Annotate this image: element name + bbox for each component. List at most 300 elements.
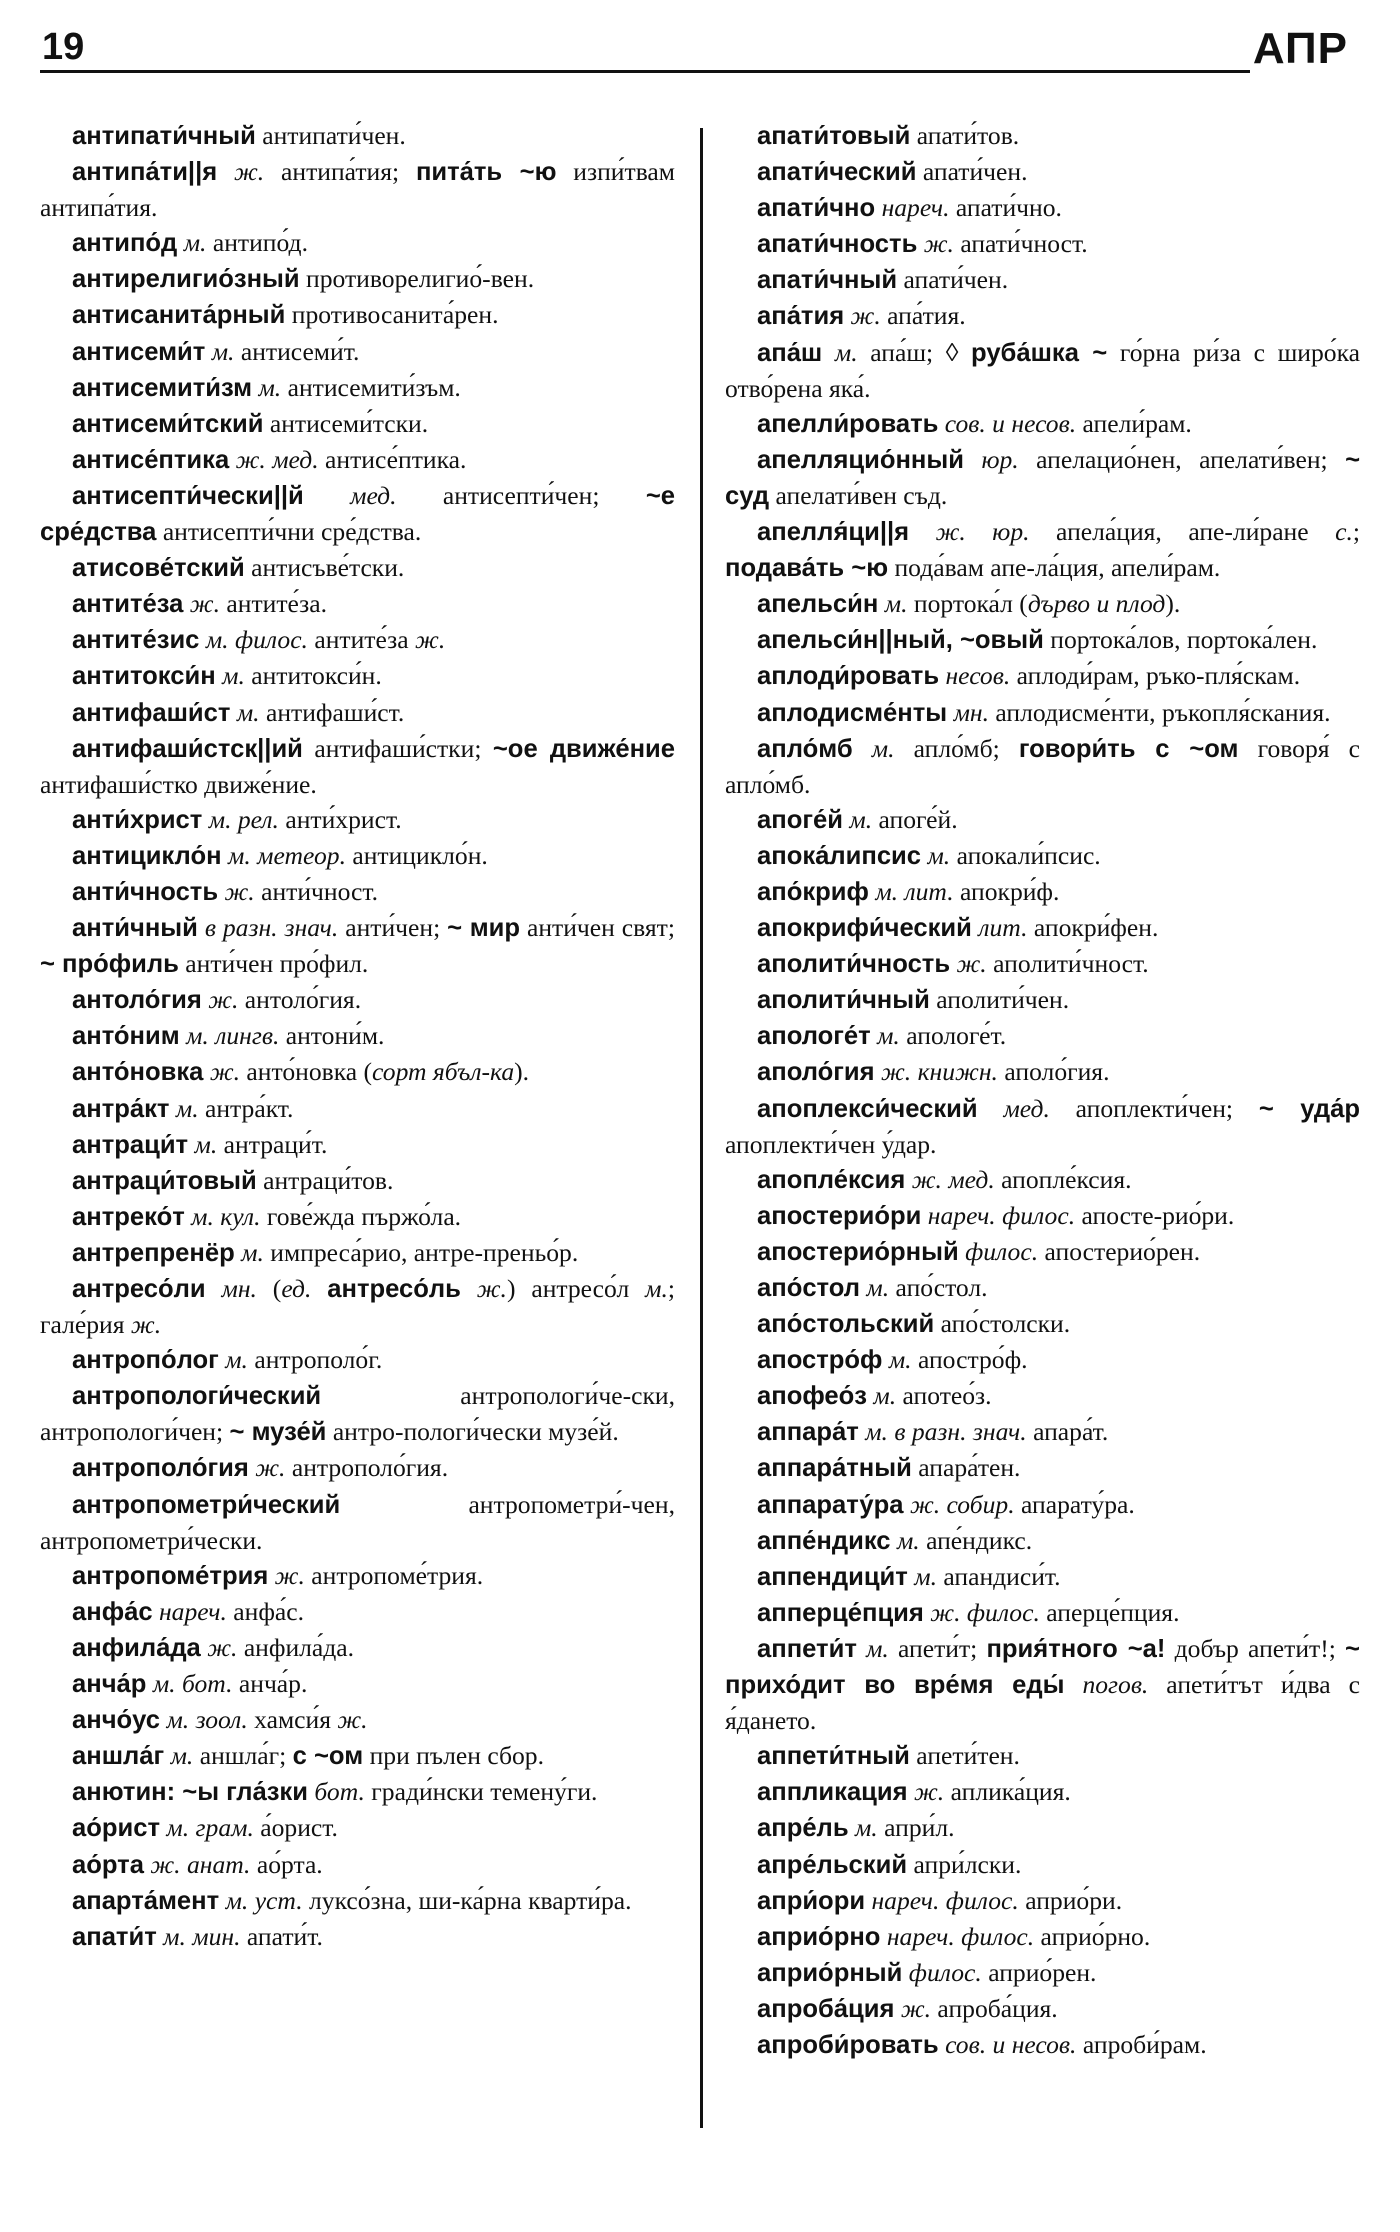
- dictionary-entry: [725, 1883, 1360, 1919]
- entry-headword: апроби́ровать: [757, 2030, 939, 2059]
- entry-text: апелацио́нен, апелати́вен;: [1018, 444, 1346, 474]
- dictionary-entry: [40, 1810, 675, 1846]
- dictionary-entry: [40, 261, 675, 297]
- dictionary-entry: [725, 1270, 1360, 1306]
- entry-label: ж. книжн.: [880, 1057, 998, 1087]
- entry-headword: антисе́птика: [72, 445, 230, 474]
- entry-text: импреса́рио, антре-преньо́р.: [263, 1237, 579, 1267]
- entry-label: м.: [236, 697, 260, 727]
- dictionary-entry: [725, 1595, 1360, 1631]
- entry-label: филос.: [965, 1236, 1039, 1266]
- entry-label: м.: [225, 1345, 248, 1375]
- entry-text: апри́л.: [877, 1813, 955, 1843]
- entry-label: ж. анат.: [150, 1849, 251, 1879]
- dictionary-entry: [40, 731, 675, 802]
- dictionary-entry: [725, 1414, 1360, 1450]
- entry-label: ж.: [923, 229, 954, 259]
- dictionary-entry: [725, 154, 1360, 190]
- entry-label: ед.: [281, 1274, 312, 1303]
- dictionary-entry: [725, 874, 1360, 910]
- column-divider: [700, 128, 703, 2128]
- entry-label: мн.: [953, 697, 989, 727]
- dictionary-entry: [40, 1702, 675, 1738]
- entry-headword: антипати́чный: [72, 122, 256, 150]
- entry-headword: аншла́г: [72, 1742, 165, 1771]
- dictionary-entry: [40, 622, 675, 658]
- entry-text: [1064, 1670, 1082, 1699]
- entry-headword: антифаши́ст: [72, 698, 231, 727]
- entry-text: антро-пологи́чески музе́й.: [326, 1417, 619, 1447]
- entry-headword: апостерио́рный: [757, 1237, 959, 1266]
- dictionary-entry: [40, 1450, 675, 1486]
- dictionary-entry: [40, 658, 675, 694]
- entry-headword: ~е сре́дства: [40, 481, 675, 547]
- entry-text: апроби́рам.: [1076, 2029, 1207, 2059]
- entry-headword: антите́за: [72, 590, 184, 619]
- entry-headword: аполити́чность: [757, 950, 951, 979]
- entry-headword: апостро́ф: [757, 1346, 883, 1375]
- dictionary-entry: [40, 586, 675, 622]
- entry-headword: апельси́н: [757, 590, 879, 619]
- entry-label: м. метеор.: [227, 840, 346, 870]
- entry-text: апа́ш; ◊: [857, 337, 972, 367]
- entry-headword: аппе́ндикс: [757, 1526, 891, 1555]
- dictionary-entry: [725, 514, 1360, 586]
- entry-text: апоплекти́чен;: [1049, 1093, 1259, 1123]
- dictionary-entry: [40, 225, 675, 261]
- dictionary-entry: [725, 1631, 1360, 1738]
- entry-label: м.: [645, 1274, 668, 1303]
- dictionary-entry: [725, 1018, 1360, 1054]
- entry-label: м.: [927, 840, 951, 870]
- entry-label: дърво и плод: [1027, 589, 1166, 619]
- entry-label: м. в разн. знач.: [865, 1417, 1027, 1447]
- entry-text: анфа́с.: [226, 1596, 305, 1626]
- entry-headword: апока́липсис: [757, 841, 922, 870]
- entry-label: ж.: [914, 1777, 945, 1807]
- entry-text: апо́стол.: [889, 1273, 988, 1302]
- dictionary-entry: [725, 335, 1360, 406]
- entry-headword: апри́ори: [757, 1886, 866, 1915]
- entry-text: говоря́ с апло́мб.: [725, 733, 1360, 799]
- entry-text: антифаши́стко движе́ние.: [40, 769, 317, 799]
- entry-text: апати́чно.: [949, 193, 1062, 223]
- dictionary-entry: [40, 550, 675, 586]
- entry-headword: антите́зис: [72, 626, 200, 655]
- entry-headword: аппара́тный: [757, 1454, 912, 1483]
- entry-label: филос.: [908, 1957, 982, 1987]
- entry-headword: апати́чный: [757, 266, 898, 295]
- entry-label: м. бот.: [152, 1669, 233, 1699]
- dictionary-entry: [725, 118, 1360, 154]
- dictionary-entry: [725, 262, 1360, 298]
- entry-headword: ~ прихо́дит во вре́мя еды́: [725, 1634, 1360, 1700]
- entry-label: м.: [175, 1093, 199, 1123]
- dictionary-entry: [40, 118, 675, 154]
- entry-text: апроба́ция.: [931, 1993, 1058, 2023]
- entry-text: портока́лов, портока́лен.: [1043, 625, 1318, 655]
- entry-text: анча́р.: [232, 1669, 308, 1699]
- dictionary-entry: [725, 982, 1360, 1018]
- entry-text: антипа́тия;: [264, 157, 416, 187]
- entry-text: [217, 157, 234, 186]
- entry-headword: апостерио́ри: [757, 1201, 922, 1230]
- entry-headword: антипо́д: [72, 229, 178, 258]
- dictionary-entry: [40, 1054, 675, 1090]
- entry-headword: апарта́мент: [72, 1886, 220, 1915]
- entry-headword: апофео́з: [757, 1382, 867, 1411]
- dictionary-entry: [40, 154, 675, 225]
- entry-label: ж.: [255, 1453, 286, 1483]
- entry-label: м.: [866, 1633, 889, 1663]
- entry-text: а́орист.: [253, 1813, 338, 1843]
- entry-text: [857, 1634, 866, 1663]
- entry-headword: апа́тия: [757, 302, 845, 331]
- entry-headword: аппети́т: [757, 1634, 857, 1663]
- dictionary-entry: [40, 1091, 675, 1127]
- dictionary-entry: [725, 1342, 1360, 1378]
- entry-text: апати́т.: [240, 1921, 323, 1951]
- entry-label: м.: [170, 1741, 194, 1771]
- entry-headword: антифаши́стск||ий: [72, 734, 303, 763]
- entry-label: м.: [871, 733, 895, 763]
- entry-text: аперце́пция.: [1039, 1597, 1180, 1627]
- dictionary-entry: [725, 1919, 1360, 1955]
- entry-text: апелати́вен съд.: [769, 480, 948, 510]
- dictionary-entry: [40, 1127, 675, 1163]
- dictionary-entry: [40, 1847, 675, 1883]
- entry-text: апара́т.: [1026, 1417, 1109, 1447]
- dictionary-entry: [40, 1919, 675, 1955]
- dictionary-entry: [725, 1306, 1360, 1342]
- entry-headword: говори́ть с ~ом: [1018, 734, 1239, 763]
- entry-label: мн.: [221, 1274, 257, 1303]
- dictionary-entry: [40, 695, 675, 731]
- entry-headword: апокрифи́ческий: [757, 914, 972, 943]
- dictionary-entry: [40, 1487, 675, 1558]
- entry-text: ).: [514, 1057, 530, 1087]
- entry-text: апло́мб;: [894, 733, 1019, 763]
- entry-text: анти́чност.: [254, 876, 379, 906]
- entry-label: ж.: [209, 1057, 241, 1087]
- entry-text: антрополо́гия.: [285, 1453, 449, 1483]
- entry-headword: апо́стол: [757, 1274, 861, 1302]
- entry-label: ж.: [476, 1274, 507, 1303]
- entry-headword: аппара́т: [757, 1418, 859, 1447]
- entry-text: антисеми́тски.: [263, 408, 429, 438]
- entry-text: аплодисме́нти, ръкопля́скания.: [989, 697, 1331, 727]
- dictionary-entry: [40, 442, 675, 478]
- dictionary-entry: [725, 1523, 1360, 1559]
- entry-text: портока́л (: [907, 589, 1028, 619]
- entry-text: апарату́ра.: [1014, 1489, 1135, 1519]
- page-number: 19: [42, 26, 85, 68]
- entry-headword: антисепти́чески||й: [72, 481, 304, 510]
- entry-headword: антипа́ти||я: [72, 158, 218, 187]
- entry-headword: апроба́ция: [757, 1994, 895, 2023]
- entry-headword: апоплекси́ческий: [757, 1094, 978, 1123]
- entry-headword: антитокси́н: [72, 662, 216, 691]
- entry-headword: апологе́т: [757, 1022, 871, 1051]
- entry-label: мед.: [1003, 1093, 1050, 1123]
- entry-text: апара́тен.: [911, 1453, 1021, 1483]
- entry-text: антра́кт.: [198, 1093, 294, 1123]
- entry-label: ж.: [337, 1705, 368, 1735]
- dictionary-entry: [40, 1163, 675, 1199]
- entry-text: апандиси́т.: [936, 1561, 1061, 1591]
- entry-text: [822, 338, 835, 367]
- entry-headword: анти́христ: [72, 805, 203, 834]
- dictionary-entry: [725, 1559, 1360, 1595]
- entry-text: [909, 517, 936, 546]
- entry-headword: антресо́ли: [72, 1275, 206, 1303]
- entry-headword: антоло́гия: [72, 986, 202, 1015]
- entry-text: [853, 734, 872, 763]
- entry-text: [206, 1274, 222, 1303]
- entry-text: аншла́г;: [193, 1741, 293, 1771]
- entry-label: м. зоол.: [166, 1705, 248, 1735]
- entry-headword: апа́ш: [757, 338, 823, 367]
- entry-headword: анти́чный: [72, 914, 198, 943]
- entry-text: апопле́ксия.: [994, 1164, 1132, 1194]
- entry-text: антраци́тов.: [256, 1165, 394, 1195]
- dictionary-entry: [725, 1487, 1360, 1523]
- entry-label: м. уст.: [225, 1885, 303, 1915]
- entry-label: м.: [222, 661, 245, 691]
- entry-text: пода́вам апе-ла́ция, апели́рам.: [888, 553, 1221, 583]
- dictionary-entry: [725, 586, 1360, 622]
- entry-label: несов.: [945, 661, 1011, 691]
- entry-headword: аполо́гия: [757, 1058, 875, 1087]
- entry-headword: аппарату́ра: [757, 1490, 904, 1519]
- dictionary-entry: [725, 1991, 1360, 2027]
- entry-text: анти́чен свят;: [520, 913, 675, 943]
- entry-label: нареч.: [158, 1596, 227, 1626]
- entry-headword: анто́новка: [72, 1058, 204, 1087]
- entry-text: ) антресо́л: [506, 1274, 646, 1303]
- entry-text: гове́жда пържо́ла.: [260, 1201, 462, 1231]
- entry-label: м. лингв.: [186, 1021, 280, 1051]
- entry-headword: антропометри́ческий: [72, 1490, 341, 1519]
- entry-headword: апати́ческий: [757, 158, 917, 187]
- entry-text: апокали́псис.: [950, 840, 1101, 870]
- dictionary-entry: [40, 406, 675, 442]
- entry-label: ж. собир.: [909, 1489, 1015, 1519]
- entry-headword: антраци́т: [72, 1130, 189, 1159]
- entry-text: противорелигио́-вен.: [299, 264, 535, 294]
- entry-label: м.: [896, 1525, 920, 1555]
- dictionary-entry: [40, 1594, 675, 1630]
- entry-headword: апло́мб: [757, 734, 853, 763]
- dictionary-entry: [725, 695, 1360, 731]
- entry-text: апокри́ф.: [953, 876, 1060, 906]
- entry-label: юр.: [981, 444, 1019, 474]
- dictionary-entry: [40, 982, 675, 1018]
- entry-text: [964, 445, 981, 474]
- dictionary-entry: [725, 190, 1360, 226]
- entry-text: аплоди́рам, ръко-пля́скам.: [1010, 661, 1301, 691]
- entry-label: м.: [834, 337, 858, 367]
- entry-headword: анютин: ~ы гла́зки: [72, 1778, 308, 1807]
- entry-text: при пълен сбор.: [363, 1741, 545, 1771]
- entry-label: м.: [258, 372, 282, 402]
- dictionary-entry: [725, 2027, 1360, 2063]
- dictionary-entry: [40, 1630, 675, 1666]
- entry-label: ж.: [189, 589, 220, 619]
- entry-headword: антирелигио́зный: [72, 265, 300, 294]
- dictionary-entry: [725, 1738, 1360, 1774]
- entry-text: антисе́птика.: [318, 444, 467, 474]
- entry-headword: руба́шка ~: [971, 338, 1108, 367]
- entry-headword: анча́р: [72, 1670, 147, 1699]
- entry-headword: ~ мир: [447, 914, 521, 943]
- entry-headword: подава́ть ~ю: [725, 554, 889, 583]
- entry-text: антисепти́чни сре́дства.: [156, 517, 422, 547]
- entry-text: изпи́твам антипа́тия.: [40, 157, 675, 223]
- entry-label: ж. юр.: [935, 517, 1030, 547]
- entry-text: аполити́чност.: [986, 949, 1149, 979]
- entry-text: антоло́гия.: [238, 985, 362, 1015]
- dictionary-entry: [725, 442, 1360, 514]
- entry-text: апологе́т.: [899, 1021, 1007, 1051]
- entry-text: апоплекти́чен у́дар.: [725, 1129, 937, 1159]
- entry-label: ж. мед.: [235, 444, 319, 474]
- dictionary-entry: [725, 1955, 1360, 1991]
- entry-label: м.: [888, 1345, 912, 1375]
- entry-text: апостерио́рен.: [1038, 1236, 1201, 1266]
- dictionary-entry: [40, 838, 675, 874]
- entry-headword: анто́ним: [72, 1022, 180, 1051]
- entry-text: анти́чен;: [338, 913, 448, 943]
- entry-text: анто́новка (: [240, 1057, 373, 1087]
- entry-headword: ~ суд: [725, 445, 1361, 510]
- dictionary-entry: [725, 298, 1360, 334]
- entry-headword: антропо́лог: [72, 1346, 219, 1375]
- entry-text: апотео́з.: [896, 1381, 992, 1411]
- dictionary-entry: [40, 297, 675, 333]
- entry-text: апоге́й.: [872, 804, 958, 834]
- entry-headword: апре́ль: [757, 1814, 849, 1843]
- entry-text: анти́чен про́фил.: [178, 949, 369, 979]
- entry-headword: ~ музе́й: [229, 1418, 327, 1447]
- entry-label: ж.: [130, 1310, 162, 1340]
- entry-text: хамси́я: [247, 1705, 338, 1735]
- entry-headword: анфа́с: [72, 1597, 153, 1626]
- dictionary-entry: [40, 910, 675, 982]
- entry-text: [198, 913, 205, 942]
- entry-headword: апати́товый: [757, 122, 911, 150]
- entry-text: антите́за: [307, 625, 416, 655]
- entry-headword: ~ое движе́ние: [492, 734, 675, 763]
- entry-label: ж.: [207, 1632, 238, 1662]
- entry-label: м.: [866, 1273, 890, 1302]
- entry-label: м.: [194, 1129, 218, 1159]
- entry-text: аполити́чен.: [929, 985, 1070, 1015]
- entry-headword: ао́рист: [72, 1814, 161, 1843]
- entry-headword: анфила́да: [72, 1633, 201, 1662]
- entry-label: ж. мед.: [911, 1164, 995, 1194]
- entry-text: априо́ри.: [1018, 1885, 1123, 1915]
- entry-text: апела́ция, апе-ли́ране: [1029, 517, 1336, 547]
- dictionary-entry: [40, 1018, 675, 1054]
- entry-label: м.: [884, 589, 908, 619]
- dictionary-entry: [40, 1271, 675, 1342]
- right-column: [725, 118, 1360, 2063]
- entry-text: ;: [1352, 517, 1360, 547]
- entry-text: антипати́чен.: [255, 121, 406, 150]
- entry-headword: анчо́ус: [72, 1706, 161, 1735]
- dictionary-entry: [725, 1810, 1360, 1846]
- entry-label: м. лит.: [875, 876, 954, 906]
- entry-headword: антраци́товый: [72, 1166, 257, 1195]
- entry-headword: антисеми́тский: [72, 409, 264, 438]
- guide-word: АПР: [1252, 24, 1348, 73]
- entry-label: м.: [849, 804, 873, 834]
- entry-label: м. мин.: [163, 1921, 241, 1951]
- entry-label: ж.: [900, 1993, 932, 2023]
- entry-label: м. рел.: [208, 804, 279, 834]
- entry-headword: ~ уда́р: [1258, 1094, 1360, 1123]
- entry-text: антони́м.: [279, 1021, 385, 1051]
- entry-text: апети́тът и́два с я́дането.: [725, 1670, 1360, 1736]
- entry-headword: антисемити́зм: [72, 373, 253, 402]
- entry-headword: анти́чность: [72, 877, 219, 906]
- entry-text: антрополо́г.: [247, 1345, 383, 1375]
- entry-headword: ~ про́филь: [40, 950, 179, 979]
- entry-text: антифаши́стки;: [302, 733, 493, 763]
- entry-label: нареч. филос.: [871, 1885, 1019, 1915]
- dictionary-entry: [40, 1666, 675, 1702]
- dictionary-entry: [725, 1198, 1360, 1234]
- entry-headword: антрепренёр: [72, 1238, 235, 1267]
- entry-headword: антропоме́трия: [72, 1561, 269, 1590]
- dictionary-entry: [725, 802, 1360, 838]
- entry-headword: аплодисме́нты: [757, 698, 948, 727]
- entry-headword: апати́чность: [757, 230, 918, 259]
- entry-headword: антисеми́т: [72, 337, 206, 366]
- entry-label: в разн. знач.: [204, 913, 339, 943]
- dictionary-entry: [725, 1450, 1360, 1486]
- dictionary-entry: [725, 838, 1360, 874]
- entry-headword: антра́кт: [72, 1094, 170, 1123]
- entry-text: ).: [1165, 589, 1181, 619]
- entry-text: апосте-рио́ри.: [1075, 1200, 1235, 1230]
- entry-label: нареч. филос.: [927, 1200, 1076, 1230]
- entry-text: апе́ндикс.: [919, 1525, 1033, 1555]
- entry-label: бот.: [314, 1777, 365, 1807]
- entry-label: с.: [1335, 517, 1353, 547]
- entry-text: апати́тов.: [910, 121, 1020, 150]
- header-rule: [40, 70, 1250, 73]
- entry-text: антропометри́-чен, антропометри́чески.: [40, 1489, 675, 1555]
- entry-headword: аппликация: [757, 1778, 908, 1807]
- entry-text: антитокси́н.: [244, 661, 382, 691]
- entry-headword: аппендици́т: [757, 1562, 908, 1591]
- entry-text: (: [256, 1274, 282, 1303]
- entry-text: апа́тия.: [880, 301, 966, 331]
- entry-headword: апелля́ци||я: [757, 518, 910, 547]
- dictionary-entry: [40, 1774, 675, 1810]
- entry-headword: апоге́й: [757, 805, 843, 834]
- entry-text: антисъве́тски.: [244, 553, 405, 583]
- entry-text: антите́за.: [219, 589, 328, 619]
- entry-text: апати́чност.: [953, 229, 1088, 259]
- entry-text: аполо́гия.: [997, 1057, 1110, 1087]
- entry-headword: аплоди́ровать: [757, 662, 940, 691]
- entry-text: антифаши́ст.: [259, 697, 405, 727]
- entry-label: ж.: [224, 876, 255, 906]
- entry-headword: апати́чно: [757, 194, 876, 223]
